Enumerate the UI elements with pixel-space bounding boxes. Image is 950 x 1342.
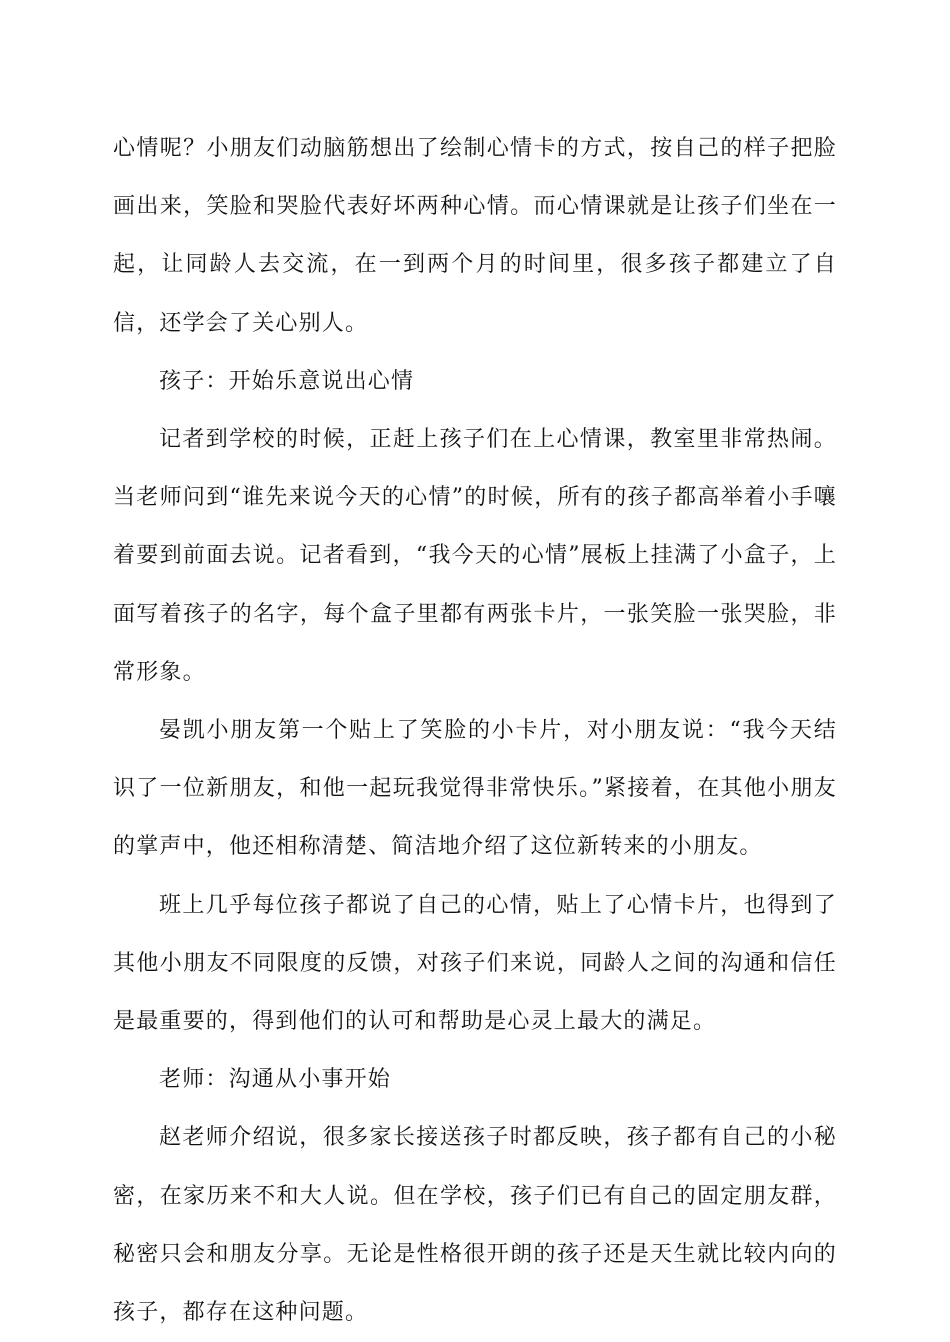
paragraph-reporter-visit: 记者到学校的时候，正赶上孩子们在上心情课，教室里非常热闹。当老师问到“谁先来说今天的心情”的时候，所有的孩子都高举着小手嚷着要到前面去说。记者看到，“我今天的心情”展板上挂满了小盒子，上面写着孩子的名字，每个盒子里都有两张卡片，一张笑脸一张哭脸，非常形象。 bbox=[113, 427, 837, 685]
section-heading-children: 孩子：开始乐意说出心情 bbox=[159, 368, 415, 394]
section-heading-teacher: 老师：沟通从小事开始 bbox=[159, 1067, 392, 1093]
paragraph-continuation: 心情呢？小朋友们动脑筋想出了绘制心情卡的方式，按自己的样子把脸画出来，笑脸和哭脸代表好坏两种心情。而心情课就是让孩子们坐在一起，让同龄人去交流，在一到两个月的时间里，很多孩子都建立了自信，还学会了关心别人。 bbox=[113, 136, 837, 336]
document-body bbox=[113, 120, 837, 1342]
paragraph-yan-kai: 晏凯小朋友第一个贴上了笑脸的小卡片，对小朋友说：“我今天结识了一位新朋友，和他一起玩我觉得非常快乐。”紧接着，在其他小朋友的掌声中，他还相称清楚、简洁地介绍了这位新转来的小朋友。 bbox=[113, 718, 837, 860]
paragraph-class-feedback: 班上几乎每位孩子都说了自己的心情，贴上了心情卡片，也得到了其他小朋友不同限度的反馈，对孩子们来说，同龄人之间的沟通和信任是最重要的，得到他们的认可和帮助是心灵上最大的满足。 bbox=[113, 892, 837, 1035]
paragraph-teacher-zhao: 赵老师介绍说，很多家长接送孩子时都反映，孩子都有自己的小秘密，在家历来不和大人说。但在学校，孩子们已有自己的固定朋友群，秘密只会和朋友分享。无论是性格很开朗的孩子还是天生就比较内向的孩子，都存在这种问题。 bbox=[113, 1125, 837, 1326]
